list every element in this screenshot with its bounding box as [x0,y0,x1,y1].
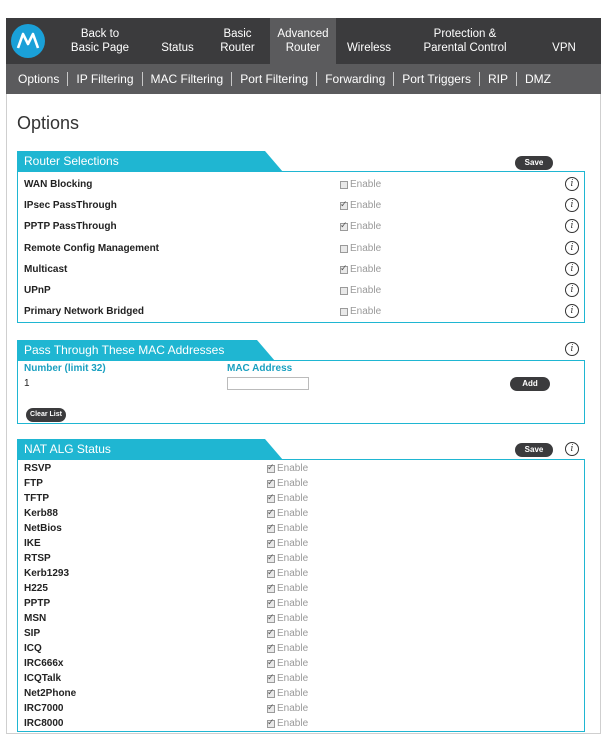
nat-alg-label: RSVP [24,463,52,474]
enable-label: Enable [350,306,382,317]
enable-label: Enable [277,583,309,594]
nat-alg-label: Kerb1293 [24,568,70,579]
enable-checkbox[interactable] [267,570,275,578]
tab-port-filtering[interactable]: Port Filtering [240,72,325,86]
info-icon[interactable]: i [565,262,579,276]
enable-label: Enable [350,221,382,232]
enable-checkbox[interactable] [267,720,275,728]
mac-clear-list-button[interactable]: Clear List [26,408,66,422]
router-option-label: UPnP [24,285,51,296]
enable-label: Enable [277,613,309,624]
router-option-enable[interactable] [340,221,381,232]
enable-checkbox[interactable] [267,465,275,473]
enable-label: Enable [277,628,309,639]
nat-alg-save-button[interactable]: Save [515,443,553,457]
enable-label: Enable [350,200,382,211]
nat-alg-header [17,439,585,460]
enable-label: Enable [277,658,309,669]
nat-alg-label: IRC666x [24,658,64,669]
content-border-bottom [6,733,601,734]
nat-alg-enable[interactable] [267,568,308,579]
nat-alg-enable[interactable] [267,643,308,654]
enable-checkbox[interactable] [267,480,275,488]
info-icon[interactable]: i [565,283,579,297]
enable-label: Enable [277,478,309,489]
router-option-enable[interactable] [340,200,381,211]
mac-row-number: 1 [24,378,30,389]
nat-alg-label: MSN [24,613,47,624]
enable-checkbox[interactable] [340,308,348,316]
router-selections-header [17,151,585,172]
enable-checkbox[interactable] [267,510,275,518]
nat-alg-label: TFTP [24,493,49,504]
motorola-logo-icon [11,24,45,58]
enable-label: Enable [277,553,309,564]
enable-checkbox[interactable] [267,495,275,503]
page-title: Options [17,113,80,133]
enable-label: Enable [277,643,309,654]
enable-label: Enable [277,538,309,549]
router-option-enable[interactable] [340,243,381,254]
nav-wireless[interactable]: Wireless [346,42,392,54]
nav-basic-router[interactable]: Basic Router [220,28,255,54]
router-option-label: Primary Network Bridged [24,306,145,317]
info-icon[interactable]: i [565,198,579,212]
router-option-enable[interactable] [340,179,381,190]
enable-label: Enable [277,523,309,534]
tab-mac-filtering[interactable]: MAC Filtering [151,72,241,86]
info-icon[interactable]: i [565,304,579,318]
enable-label: Enable [350,285,382,296]
enable-checkbox[interactable] [267,705,275,713]
nat-alg-label: ICQ [24,643,42,654]
section-title: NAT ALG Status [17,439,265,460]
nat-alg-label: FTP [24,478,43,489]
nat-alg-enable[interactable] [267,703,308,714]
section-title: Pass Through These MAC Addresses [17,340,257,361]
enable-checkbox[interactable] [267,675,275,683]
nat-alg-label: IKE [24,538,41,549]
enable-label: Enable [277,568,309,579]
nav-vpn[interactable]: VPN [552,42,576,54]
router-option-label: IPsec PassThrough [24,200,117,211]
enable-checkbox[interactable] [267,525,275,533]
nat-alg-enable[interactable] [267,478,308,489]
enable-label: Enable [277,463,309,474]
router-option-label: PPTP PassThrough [24,221,117,232]
mac-add-button[interactable]: Add [510,377,550,391]
enable-checkbox[interactable] [267,660,275,668]
mac-address-input[interactable] [227,377,309,390]
nat-alg-enable[interactable] [267,718,308,729]
tab-port-triggers[interactable]: Port Triggers [402,72,488,86]
enable-checkbox[interactable] [267,540,275,548]
mac-address-header: MAC Address [227,363,293,374]
enable-label: Enable [277,673,309,684]
tab-rip[interactable]: RIP [488,72,525,86]
nat-alg-label: Net2Phone [24,688,77,699]
enable-label: Enable [277,718,309,729]
nat-alg-enable[interactable] [267,508,308,519]
enable-checkbox[interactable] [340,266,348,274]
enable-label: Enable [277,688,309,699]
nat-alg-label: H225 [24,583,48,594]
top-navigation [6,18,601,64]
enable-label: Enable [350,264,382,275]
nat-alg-label: PPTP [24,598,51,609]
tab-forwarding[interactable]: Forwarding [325,72,402,86]
enable-checkbox[interactable] [340,181,348,189]
nat-alg-label: NetBios [24,523,62,534]
enable-checkbox[interactable] [267,630,275,638]
mac-pass-header [17,340,585,361]
enable-checkbox[interactable] [340,245,348,253]
enable-checkbox[interactable] [267,585,275,593]
nat-alg-enable[interactable] [267,673,308,684]
enable-label: Enable [277,598,309,609]
nat-alg-enable[interactable] [267,493,308,504]
router-option-label: WAN Blocking [24,179,93,190]
nav-protection-parental-control[interactable]: Protection & Parental Control [423,28,507,54]
nat-alg-label: ICQTalk [24,673,62,684]
content-border-right [600,94,601,734]
nat-alg-label: IRC8000 [24,718,64,729]
info-icon[interactable]: i [565,442,579,456]
nav-status[interactable]: Status [161,42,194,54]
router-selections-save-button[interactable]: Save [515,156,553,170]
info-icon[interactable]: i [565,241,579,255]
nat-alg-enable[interactable] [267,688,308,699]
sub-navigation [6,64,601,94]
enable-checkbox[interactable] [267,645,275,653]
enable-label: Enable [350,243,382,254]
nat-alg-enable[interactable] [267,658,308,669]
nat-alg-enable[interactable] [267,613,308,624]
enable-checkbox[interactable] [267,600,275,608]
nat-alg-enable[interactable] [267,553,308,564]
motorola-logo[interactable] [6,18,50,64]
router-option-enable[interactable] [340,264,381,275]
tab-dmz[interactable]: DMZ [524,72,551,86]
enable-label: Enable [277,493,309,504]
section-title: Router Selections [17,151,265,172]
mac-number-header: Number (limit 32) [24,363,106,374]
nat-alg-enable[interactable] [267,463,308,474]
info-icon[interactable]: i [565,342,579,356]
nat-alg-enable[interactable] [267,628,308,639]
info-icon[interactable]: i [565,177,579,191]
enable-checkbox[interactable] [267,555,275,563]
router-option-label: Remote Config Management [24,243,160,254]
nav-advanced-router[interactable]: Advanced Router [270,18,336,64]
nat-alg-enable[interactable] [267,583,308,594]
nat-alg-label: RTSP [24,553,51,564]
nat-alg-label: IRC7000 [24,703,64,714]
enable-checkbox[interactable] [340,223,348,231]
enable-checkbox[interactable] [267,615,275,623]
nav-back-to-basic[interactable]: Back to Basic Page [70,28,130,54]
nat-alg-label: Kerb88 [24,508,58,519]
nat-alg-enable[interactable] [267,598,308,609]
info-icon[interactable]: i [565,219,579,233]
tab-ip-filtering[interactable]: IP Filtering [76,72,150,86]
enable-checkbox[interactable] [340,287,348,295]
enable-label: Enable [350,179,382,190]
nat-alg-enable[interactable] [267,523,308,534]
router-option-label: Multicast [24,264,68,275]
router-option-enable[interactable] [340,306,381,317]
router-option-enable[interactable] [340,285,381,296]
enable-label: Enable [277,703,309,714]
nat-alg-label: SIP [24,628,41,639]
content-border-left [6,94,7,734]
enable-label: Enable [277,508,309,519]
enable-checkbox[interactable] [340,202,348,210]
nat-alg-enable[interactable] [267,538,308,549]
tab-options[interactable]: Options [18,72,76,86]
enable-checkbox[interactable] [267,690,275,698]
